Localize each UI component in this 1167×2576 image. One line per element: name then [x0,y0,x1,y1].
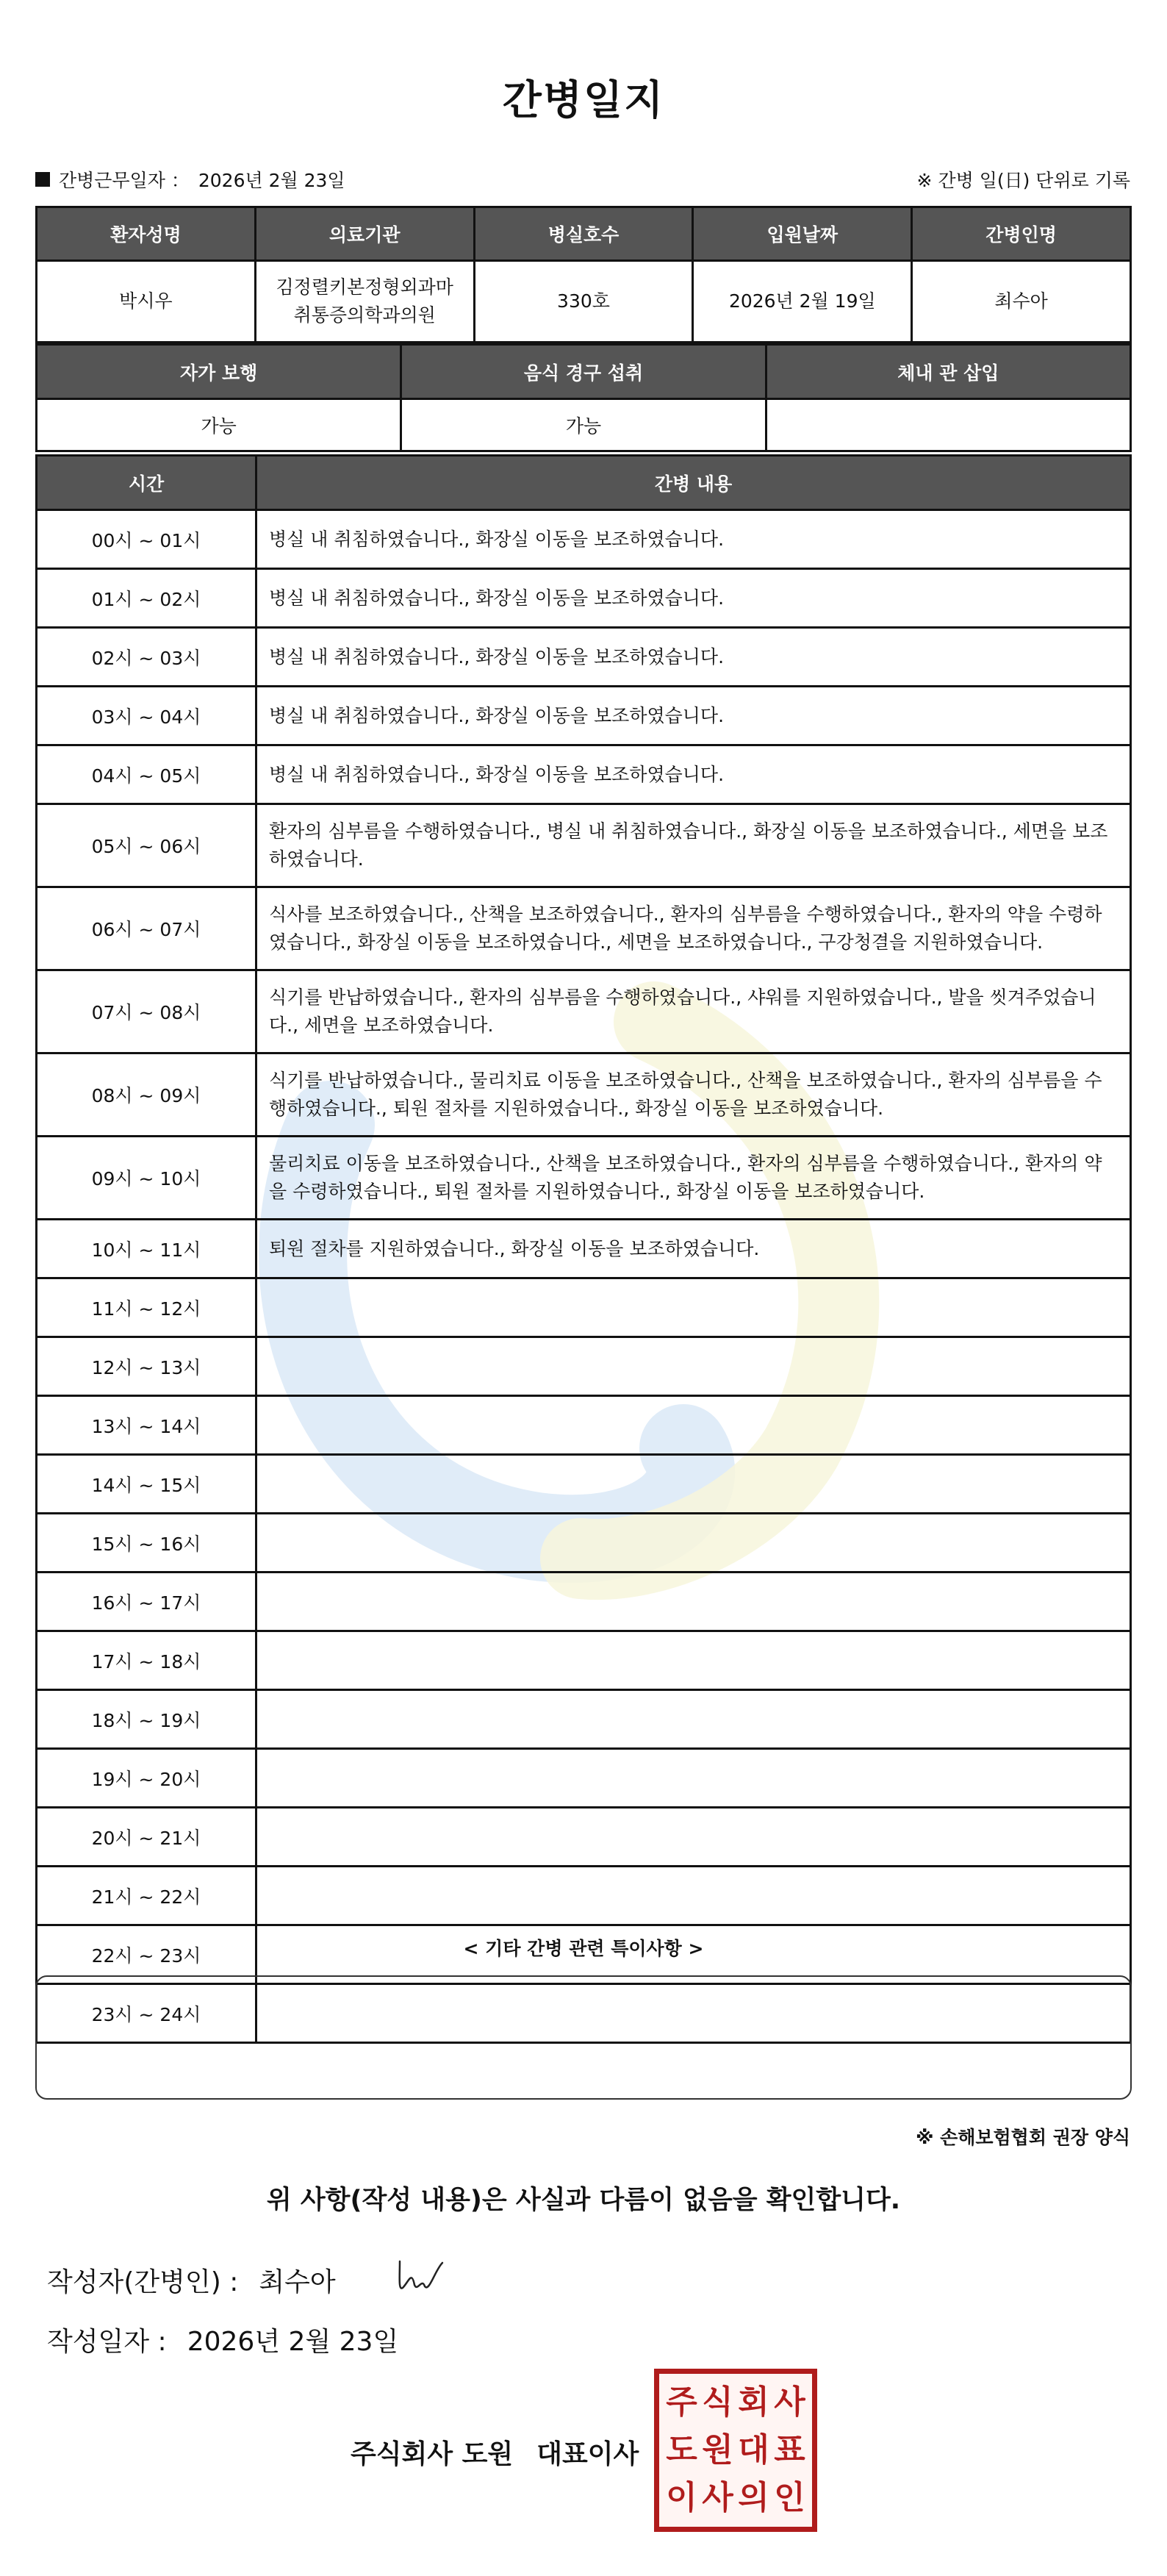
hospital-name-line-1: 김정렬키본정형외과마 [276,276,453,298]
table-row [37,1808,1131,1867]
table-row [37,1455,1131,1514]
header-hospital: 의료기관 [255,207,474,261]
author-label: 작성자(간병인) : [47,2267,239,2297]
table-row [37,1220,1131,1278]
log-time-cell: 21시 ~ 22시 [37,1867,256,1925]
company-seal-stamp [654,2369,817,2532]
log-time-cell: 05시 ~ 06시 [37,804,256,887]
seal-glyph: 이 [666,2479,697,2517]
seal-glyph: 식 [702,2383,733,2421]
table-row [37,1278,1131,1337]
self-walking-value: 가능 [37,399,401,451]
table-row [37,1396,1131,1455]
care-log-table [35,454,1132,2044]
room-number: 330호 [474,261,693,343]
hospital-name [255,261,474,343]
table-row [37,1573,1131,1631]
work-date-row [35,166,345,193]
table-row [37,1867,1131,1925]
log-time-cell: 00시 ~ 01시 [37,510,256,569]
log-content-cell [256,1749,1131,1808]
author-row [47,2261,336,2299]
log-time-cell: 04시 ~ 05시 [37,745,256,804]
log-content-cell: 병실 내 취침하였습니다., 화장실 이동을 보조하였습니다. [256,510,1131,569]
log-content-cell [256,1396,1131,1455]
table-row [37,804,1131,887]
admission-date: 2026년 2월 19일 [693,261,912,343]
table-row [37,1690,1131,1749]
confirmation-statement: 위 사항(작성 내용)은 사실과 다름이 없음을 확인합니다. [266,2186,901,2215]
document-title: 간병일지 [502,76,665,124]
seal-glyph: 도 [666,2430,697,2469]
caregiver-name: 최수아 [912,261,1131,343]
table-row [37,687,1131,745]
log-time-cell: 19시 ~ 20시 [37,1749,256,1808]
seal-glyph: 사 [774,2383,805,2421]
log-time-cell: 10시 ~ 11시 [37,1220,256,1278]
table-row [37,1337,1131,1396]
remarks-box [35,1975,1132,2100]
log-time-cell: 20시 ~ 21시 [37,1808,256,1867]
log-content-cell [256,1808,1131,1867]
log-content-cell: 병실 내 취침하였습니다., 화장실 이동을 보조하였습니다. [256,628,1131,687]
log-content-cell [256,1690,1131,1749]
company-name: 주식회사 도원 [351,2439,514,2469]
patient-status-table [35,343,1132,452]
table-row [37,1514,1131,1573]
seal-glyph: 표 [774,2430,805,2469]
seal-glyph: 주 [666,2383,697,2421]
log-content-cell [256,1455,1131,1514]
bullet-square-icon [35,172,50,187]
log-time-cell: 03시 ~ 04시 [37,687,256,745]
seal-glyph: 의 [738,2479,769,2517]
seal-glyph: 인 [774,2479,805,2517]
log-time-cell: 16시 ~ 17시 [37,1573,256,1631]
seal-glyph: 회 [738,2383,769,2421]
header-oral-intake: 음식 경구 섭취 [401,345,766,399]
log-time-cell: 14시 ~ 15시 [37,1455,256,1514]
unit-note: ※ 간병 일(日) 단위로 기록 [916,170,1130,191]
log-time-cell: 15시 ~ 16시 [37,1514,256,1573]
header-patient-name: 환자성명 [37,207,256,261]
header-room: 병실호수 [474,207,693,261]
log-time-cell: 13시 ~ 14시 [37,1396,256,1455]
log-content-cell: 식기를 반납하였습니다., 물리치료 이동을 보조하였습니다., 산책을 보조하였습니다., 환자의 심부름을 수행하였습니다., 퇴원 절차를 지원하였습니다., 화장실 이동을 보조하였습니다. [256,1053,1131,1137]
log-time-cell: 08시 ~ 09시 [37,1053,256,1137]
log-time-cell: 22시 ~ 23시 [37,1925,256,1984]
log-time-cell: 06시 ~ 07시 [37,887,256,970]
remarks-label: < 기타 간병 관련 특이사항 > [463,1938,704,1959]
log-content-cell: 병실 내 취침하였습니다., 화장실 이동을 보조하였습니다. [256,569,1131,628]
author-name: 최수아 [259,2267,336,2297]
header-self-walking: 자가 보행 [37,345,401,399]
log-content-cell [256,1573,1131,1631]
patient-name: 박시우 [37,261,256,343]
log-content-cell: 병실 내 취침하였습니다., 화장실 이동을 보조하였습니다. [256,687,1131,745]
oral-intake-value: 가능 [401,399,766,451]
tube-insertion-value [766,399,1130,451]
header-care-content: 간병 내용 [256,456,1131,510]
company-row [351,2433,639,2471]
table-row [37,569,1131,628]
company-title: 대표이사 [536,2439,639,2469]
written-date-label: 작성일자 : [47,2327,167,2357]
log-time-cell: 01시 ~ 02시 [37,569,256,628]
log-content-cell: 퇴원 절차를 지원하였습니다., 화장실 이동을 보조하였습니다. [256,1220,1131,1278]
table-row [37,745,1131,804]
log-content-cell [256,1278,1131,1337]
log-content-cell [256,1514,1131,1573]
seal-glyph: 사 [702,2479,733,2517]
seal-glyph: 대 [738,2430,769,2469]
written-date-value: 2026년 2월 23일 [187,2327,399,2357]
log-content-cell: 식기를 반납하였습니다., 환자의 심부름을 수행하였습니다., 샤워를 지원하였습니다., 발을 씻겨주었습니다., 세면을 보조하였습니다. [256,970,1131,1053]
work-date-label: 간병근무일자 ： [59,170,190,191]
log-time-cell: 02시 ~ 03시 [37,628,256,687]
log-content-cell: 물리치료 이동을 보조하였습니다., 산책을 보조하였습니다., 환자의 심부름을 수행하였습니다., 환자의 약을 수령하였습니다., 퇴원 절차를 지원하였습니다., 화장실 이동을 보조하였습니다. [256,1137,1131,1220]
table-row [37,1631,1131,1690]
table-row [37,1749,1131,1808]
log-time-cell: 11시 ~ 12시 [37,1278,256,1337]
hospital-name-line-2: 취통증의학과의원 [293,304,436,326]
work-date-value: 2026년 2월 23일 [198,170,345,191]
log-time-cell: 12시 ~ 13시 [37,1337,256,1396]
log-content-cell [256,1337,1131,1396]
log-content-cell: 식사를 보조하였습니다., 산책을 보조하였습니다., 환자의 심부름을 수행하였습니다., 환자의 약을 수령하였습니다., 화장실 이동을 보조하였습니다., 세면을 보조하였습니다., 구강청결을 지원하였습니다. [256,887,1131,970]
log-time-cell: 07시 ~ 08시 [37,970,256,1053]
log-content-cell: 환자의 심부름을 수행하였습니다., 병실 내 취침하였습니다., 화장실 이동을 보조하였습니다., 세면을 보조하였습니다. [256,804,1131,887]
log-time-cell: 23시 ~ 24시 [37,1984,256,2043]
header-caregiver: 간병인명 [912,207,1131,261]
table-row [37,510,1131,569]
table-row [37,887,1131,970]
log-time-cell: 09시 ~ 10시 [37,1137,256,1220]
seal-glyph: 원 [702,2430,733,2469]
table-row [37,628,1131,687]
table-row [37,970,1131,1053]
table-row [37,1053,1131,1137]
header-time: 시간 [37,456,256,510]
table-row [37,1137,1131,1220]
header-tube-insertion: 체내 관 삽입 [766,345,1130,399]
recommended-note: ※ 손해보험협회 권장 양식 [916,2127,1130,2148]
signature-icon [395,2255,447,2300]
log-time-cell: 18시 ~ 19시 [37,1690,256,1749]
log-content-cell: 병실 내 취침하였습니다., 화장실 이동을 보조하였습니다. [256,745,1131,804]
header-admission-date: 입원날짜 [693,207,912,261]
log-content-cell [256,1631,1131,1690]
written-date-row [47,2321,398,2358]
log-content-cell [256,1867,1131,1925]
log-time-cell: 17시 ~ 18시 [37,1631,256,1690]
patient-info-table [35,206,1132,343]
